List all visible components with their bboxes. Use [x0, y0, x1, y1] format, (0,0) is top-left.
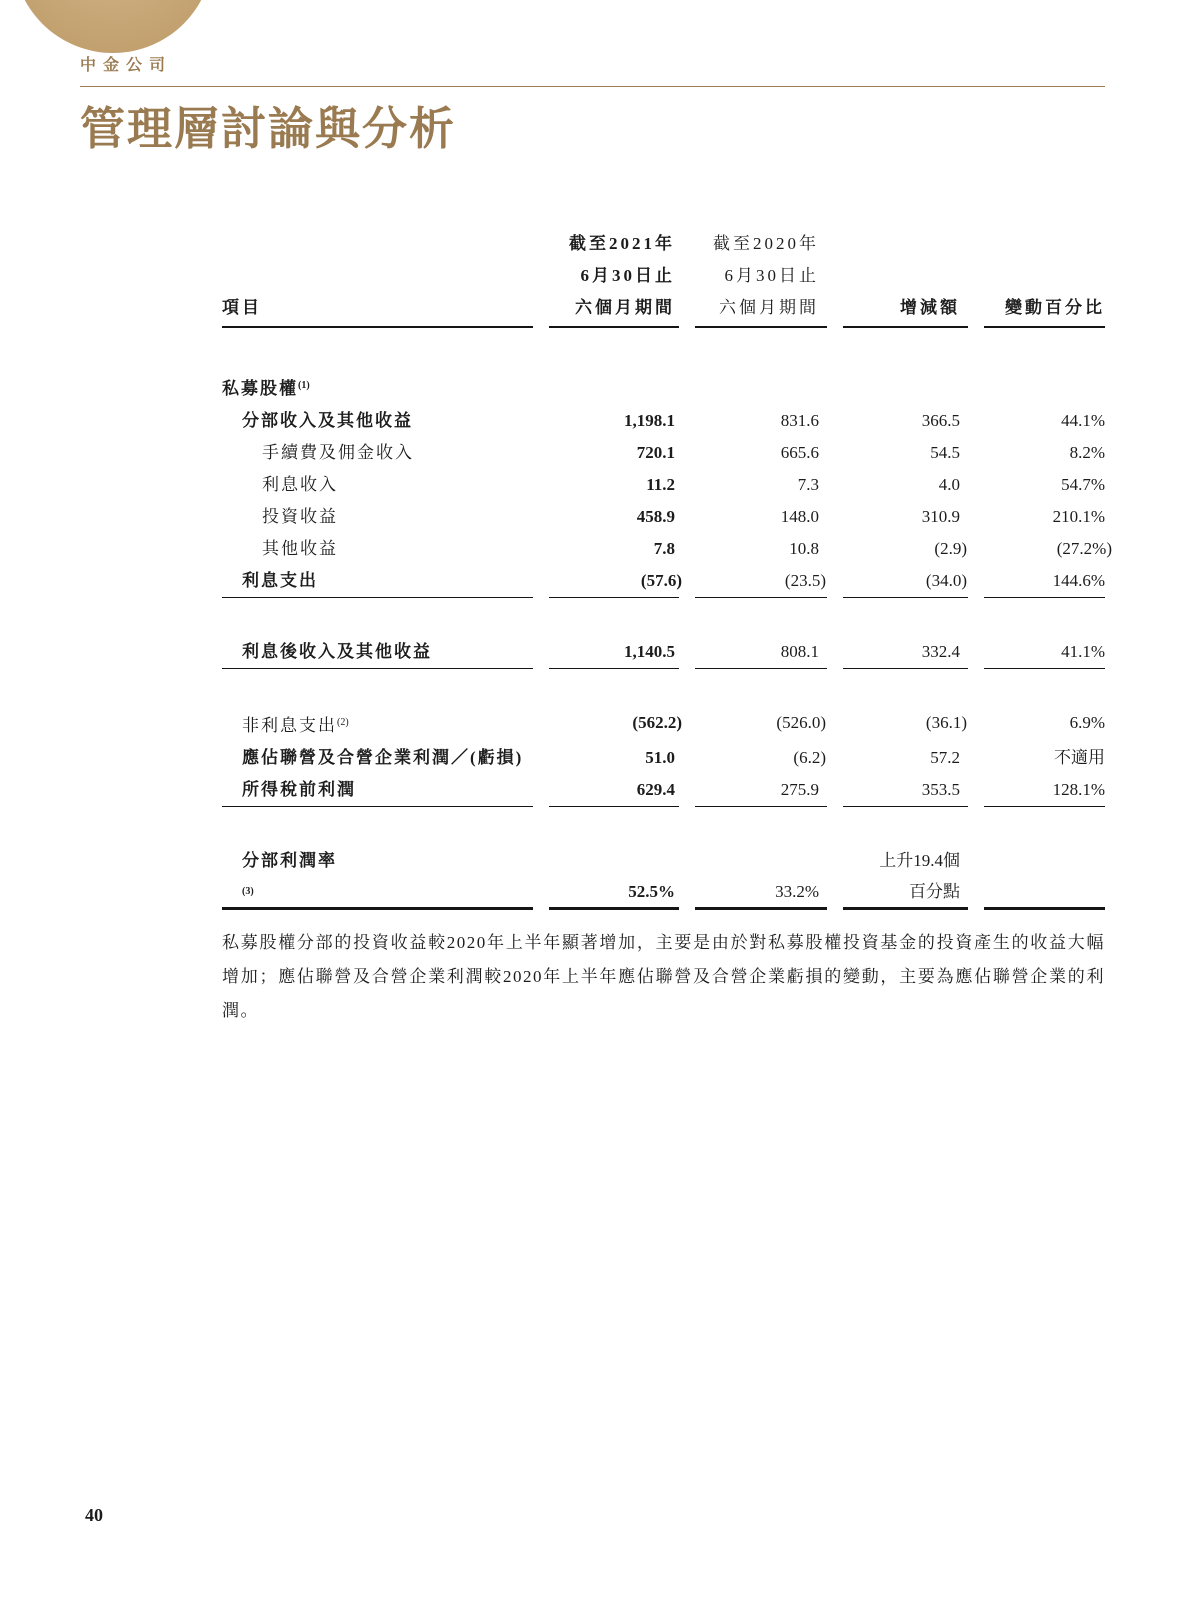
cell-percent-value: 128.1% — [984, 774, 1105, 807]
cell-2021-value: (562.2) — [632, 713, 682, 732]
table-row — [222, 533, 1112, 565]
cell-percent-value: 不適用 — [1054, 748, 1105, 767]
cell-change-value: 54.5 — [930, 443, 960, 462]
cell-change-value: (34.0) — [843, 565, 968, 598]
table-row — [222, 845, 1105, 910]
cell-change-value: (36.1) — [925, 713, 967, 732]
table-row — [222, 774, 1105, 807]
cell-change-value: 353.5 — [843, 774, 968, 807]
footnote-marker: (1) — [298, 380, 310, 391]
cell-change-value: 332.4 — [843, 638, 968, 669]
company-name: 中金公司 — [80, 57, 173, 74]
cell-2020-value: (6.2) — [793, 748, 826, 767]
table-body-revenue — [222, 370, 1112, 598]
cell-percent-value — [984, 845, 1105, 910]
cell-change-value — [843, 370, 968, 405]
cell-percent-value: 144.6% — [984, 565, 1105, 598]
cell-item-label: 所得稅前利潤 — [222, 774, 533, 807]
cell-percent-value: 8.2% — [1069, 443, 1105, 462]
cell-2020-value: (526.0) — [776, 713, 826, 732]
cell-percent-value: 44.1% — [1061, 411, 1105, 430]
col-header-item: 項目 — [222, 228, 533, 328]
table-row — [222, 742, 1105, 774]
cell-2021-value: 720.1 — [636, 443, 675, 462]
cell-percent-value: 54.7% — [1061, 475, 1105, 494]
cell-2020-value: 665.6 — [780, 443, 819, 462]
cell-percent-value — [984, 370, 1105, 405]
commentary-paragraph: 私募股權分部的投資收益較2020年上半年顯著增加，主要是由於對私募股權投資基金的投資產生的收益大幅增加；應佔聯營及合營企業利潤較2020年上半年應佔聯營及合營企業虧損的變動，主要為應佔聯營企業的利潤。 — [222, 933, 1105, 1020]
cell-2020-value: 33.2% — [695, 845, 827, 910]
col-header-change-amount: 增減額 — [843, 228, 968, 328]
cell-item-label: 應佔聯營及合營企業利潤／(虧損) — [242, 748, 524, 767]
table-row — [222, 469, 1105, 501]
cell-2021-value: 1,140.5 — [549, 638, 679, 669]
cell-2021-value: 52.5% — [549, 845, 679, 910]
cell-change-value: 上升19.4個 百分點 — [843, 845, 968, 910]
cell-percent-value: (27.2%) — [1056, 539, 1112, 558]
cell-2021-value — [549, 370, 679, 405]
cell-change-value: (2.9) — [934, 539, 967, 558]
cell-2020-value: 275.9 — [695, 774, 827, 807]
company-logo-circle — [13, 0, 213, 53]
cell-item-label: 手續費及佣金收入 — [262, 443, 414, 462]
cell-percent-value: 6.9% — [1069, 713, 1105, 732]
cell-2021-value: 51.0 — [645, 748, 675, 767]
col-header-2021-period: 截至2021年 6月30日止 六個月期間 — [549, 228, 679, 328]
cell-item-label: 利息後收入及其他收益 — [222, 638, 533, 669]
cell-item-label: 分部利潤率 (3) — [222, 845, 533, 910]
cell-2021-value: 7.8 — [653, 539, 675, 558]
table-row — [222, 565, 1105, 598]
table-row — [222, 437, 1105, 469]
cell-item-label: 其他收益 — [262, 539, 338, 558]
table-row — [222, 707, 1105, 742]
cell-percent-value: 41.1% — [984, 638, 1105, 669]
table-body-margin — [222, 845, 1105, 910]
cell-2021-value: 458.9 — [636, 507, 675, 526]
cell-change-value: 57.2 — [930, 748, 960, 767]
financial-table — [222, 228, 1112, 910]
footnote-marker: (2) — [337, 717, 349, 728]
page-number: 40 — [85, 1505, 103, 1525]
table-header-row — [222, 228, 1105, 328]
cell-item-label: 利息支出 — [222, 565, 533, 598]
col-header-change-percent: 變動百分比 — [984, 228, 1105, 328]
cell-2021-value: (57.6) — [549, 565, 679, 598]
cell-2021-value: 11.2 — [646, 475, 675, 494]
cell-2021-value: 1,198.1 — [624, 411, 675, 430]
table-row — [222, 638, 1105, 669]
cell-percent-value: 210.1% — [1052, 507, 1105, 526]
table-body-subtotal — [222, 638, 1105, 669]
cell-2020-value: 10.8 — [789, 539, 819, 558]
page-title: 管理層討論與分析 — [80, 104, 457, 154]
cell-2020-value: 7.3 — [797, 475, 819, 494]
footnote-marker: (3) — [242, 886, 254, 897]
cell-change-value: 366.5 — [921, 411, 960, 430]
cell-2020-value: 831.6 — [780, 411, 819, 430]
cell-item-label: 投資收益 — [262, 507, 338, 526]
cell-item-label: 分部收入及其他收益 — [242, 411, 413, 430]
cell-2020-value: 148.0 — [780, 507, 819, 526]
table-row — [222, 405, 1105, 437]
cell-change-value: 4.0 — [938, 475, 960, 494]
table-row — [222, 501, 1105, 533]
table-row — [222, 370, 1105, 405]
cell-2020-value: (23.5) — [695, 565, 827, 598]
cell-2020-value — [695, 370, 827, 405]
col-header-2020-period: 截至2020年 6月30日止 六個月期間 — [695, 228, 827, 328]
cell-item-label: 私募股權$^{(1)}$ — [222, 379, 310, 398]
cell-2020-value: 808.1 — [695, 638, 827, 669]
cell-2021-value: 629.4 — [549, 774, 679, 807]
cell-item-label: 利息收入 — [262, 475, 338, 494]
cell-change-value: 310.9 — [921, 507, 960, 526]
header-divider — [80, 86, 1105, 87]
table-body-profit — [222, 707, 1105, 807]
cell-item-label: 非利息支出$^{(2)}$ — [242, 716, 349, 735]
